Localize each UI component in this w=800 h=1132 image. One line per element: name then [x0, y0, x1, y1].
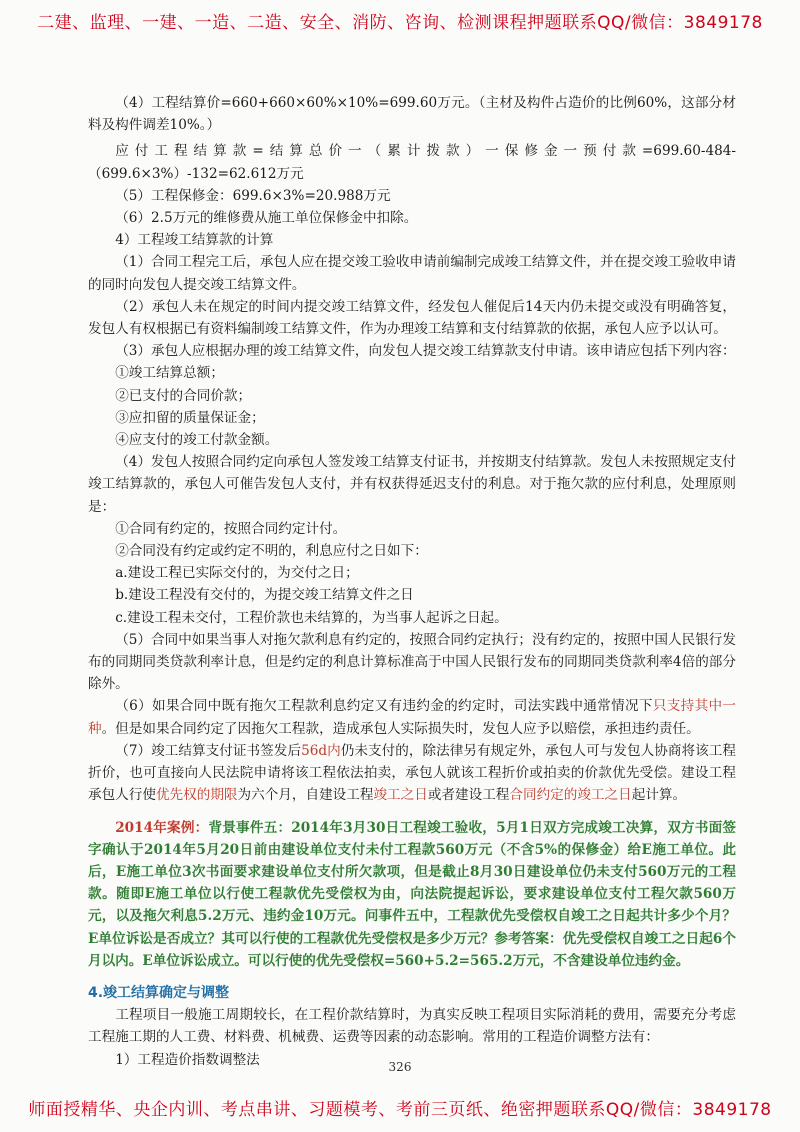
paragraph: （4）工程结算价=660+660×60%×10%=699.60万元。（主材及构件占造价的比例60%，这部分材料及构件调差10%。） [88, 95, 736, 134]
bottom-banner: 师面授精华、央企内训、考点串讲、习题模考、考前三页纸、绝密押题联系QQ/微信：3849178 [28, 1100, 772, 1120]
paragraph-list [88, 92, 736, 695]
case-2014 [88, 817, 736, 972]
paragraph: ④应支付的竣工付款金额。 [115, 432, 279, 449]
paragraph: b.建设工程没有交付的，为提交竣工结算文件之日 [115, 587, 414, 604]
paragraph: （5）合同中如果当事人对拖欠款利息有约定的，按照合同约定执行；没有约定的，按照中国人民银行发布的同期同类贷款利率计息，但是约定的利息计算标准高于中国人民银行发布的同期同类贷款利率4倍的部分除外。 [88, 631, 736, 693]
paragraph: c.建设工程未交付，工程价款也未结算的，为当事人起诉之日起。 [115, 609, 508, 626]
paragraph-7-text-3: 为六个月，自建设工程 [237, 787, 374, 804]
paragraph: （2）承包人未在规定的时间内提交竣工结算文件，经发包人催促后14天内仍未提交或没有明确答复，发包人有权根据已有资料编制竣工结算文件，作为办理竣工结算和支付结算款的依据，承包人应予以认可。 [88, 298, 736, 338]
paragraph: （6）2.5万元的维修费从施工单位保修金中扣除。 [115, 210, 418, 227]
paragraph-7 [88, 740, 736, 807]
paragraph: 4）工程竣工结算款的计算 [115, 232, 274, 249]
paragraph: ③应扣留的质量保证金； [115, 409, 265, 426]
paragraph-6-text-end: 。但是如果合同约定了因拖欠工程款，造成承包人实际损失时，发包人应予以赔偿，承担违约责任。 [101, 720, 700, 737]
paragraph-6 [88, 695, 736, 739]
page-number: 326 [388, 1060, 412, 1074]
section-heading: 4.竣工结算确定与调整 [88, 984, 230, 1001]
paragraph: ②已支付的合同价款； [115, 387, 252, 404]
highlight-56d: 56d内 [301, 742, 341, 759]
case-label: 2014年案例： [115, 819, 209, 836]
paragraph-7-text: （7）竣工结算支付证书签发后 [115, 742, 302, 759]
paragraph-6-text: （6）如果合同中既有拖欠工程款利息约定又有违约金的约定时，司法实践中通常情况下 [115, 698, 653, 715]
paragraph: a.建设工程已实际交付的，为交付之日； [115, 565, 359, 582]
paragraph: （1）合同工程完工后，承包人应在提交竣工验收申请前编制完成竣工结算文件，并在提交竣工验收申请的同时向发包人提交竣工结算文件。 [88, 254, 736, 293]
paragraph-6-highlight: 只支持其中一种 [88, 698, 737, 737]
paragraph-7-text-2: 仍未支付的，除法律另有规定外，承包人可与发包人协商将该工程折价，也可直接向人民法院申请将该工程依法拍卖，承包人就该工程折价或拍卖的价款优先受偿。建设工程承包人行使 [88, 742, 737, 804]
case-body: 背景事件五：2014年3月30日工程竣工验收，5月1日双方完成竣工决算，双方书面签字确认于2014年5月20日前由建设单位支付未付工程款560万元（不含5%的保修金）给E施工单位。此后，E施工单位3次书面要求建设单位支付所欠款项，但是截止8月30日建设单位仍未支付560万元的工程款。随即E施工单位以行使工程款优先受偿权为由，向法院提起诉讼，要求建设单位支付工程欠款560万元，以及拖欠利息5.2万元、违约金10万元。问事件五中，工程款优先受偿权自竣工之日起共计多少个月？E单位诉讼是否成立？其可以行使的工程款优先受偿权是多少万元？参考答案：优先受偿权自竣工之日起6个月以内。E单位诉讼成立。可以行使的优先受偿权=560+5.2=565.2万元，不含建设单位违约金。 [88, 819, 736, 969]
highlight-priority-period: 优先权的期限 [155, 787, 238, 804]
paragraph-7-text-5: 起计算。 [631, 787, 687, 804]
paragraph: 1）工程造价指数调整法 [115, 1051, 260, 1068]
top-banner: 二建、监理、一建、一造、二造、安全、消防、咨询、检测课程押题联系QQ/微信：3849178 [37, 13, 763, 33]
paragraph-7-text-4: 或者建设工程 [427, 787, 510, 804]
paragraph: （3）承包人应根据办理的竣工结算文件，向发包人提交竣工结算款支付申请。该申请应包括下列内容： [115, 343, 736, 360]
document-body [88, 92, 736, 1071]
paragraph: 应付工程结算款=结算总价一（累计拨款）一保修金一预付款=699.60-484-（699.6×3%）-132=62.612万元 [88, 143, 736, 182]
paragraph: ②合同没有约定或约定不明的，利息应付之日如下： [115, 543, 428, 560]
highlight-completion-date: 竣工之日 [373, 787, 428, 804]
paragraph: ①竣工结算总额； [115, 365, 224, 382]
paragraph: （5）工程保修金：699.6×3%=20.988万元 [115, 187, 391, 204]
paragraph: （4）发包人按照合同约定向承包人签发竣工结算支付证书，并按期支付结算款。发包人未按照规定支付竣工结算款的，承包人可催告发包人支付，并有权获得延迟支付的利息。对于拖欠款的应付利息，处理原则是： [88, 454, 736, 515]
paragraph: ①合同有约定的，按照合同约定计付。 [115, 520, 347, 537]
highlight-contract-date: 合同约定的竣工之日 [509, 787, 632, 804]
paragraph: 工程项目一般施工周期较长，在工程价款结算时，为真实反映工程项目实际消耗的费用，需要充分考虑工程施工期的人工费、材料费、机械费、运费等因素的动态影响。常用的工程造价调整方法有： [88, 1007, 736, 1046]
